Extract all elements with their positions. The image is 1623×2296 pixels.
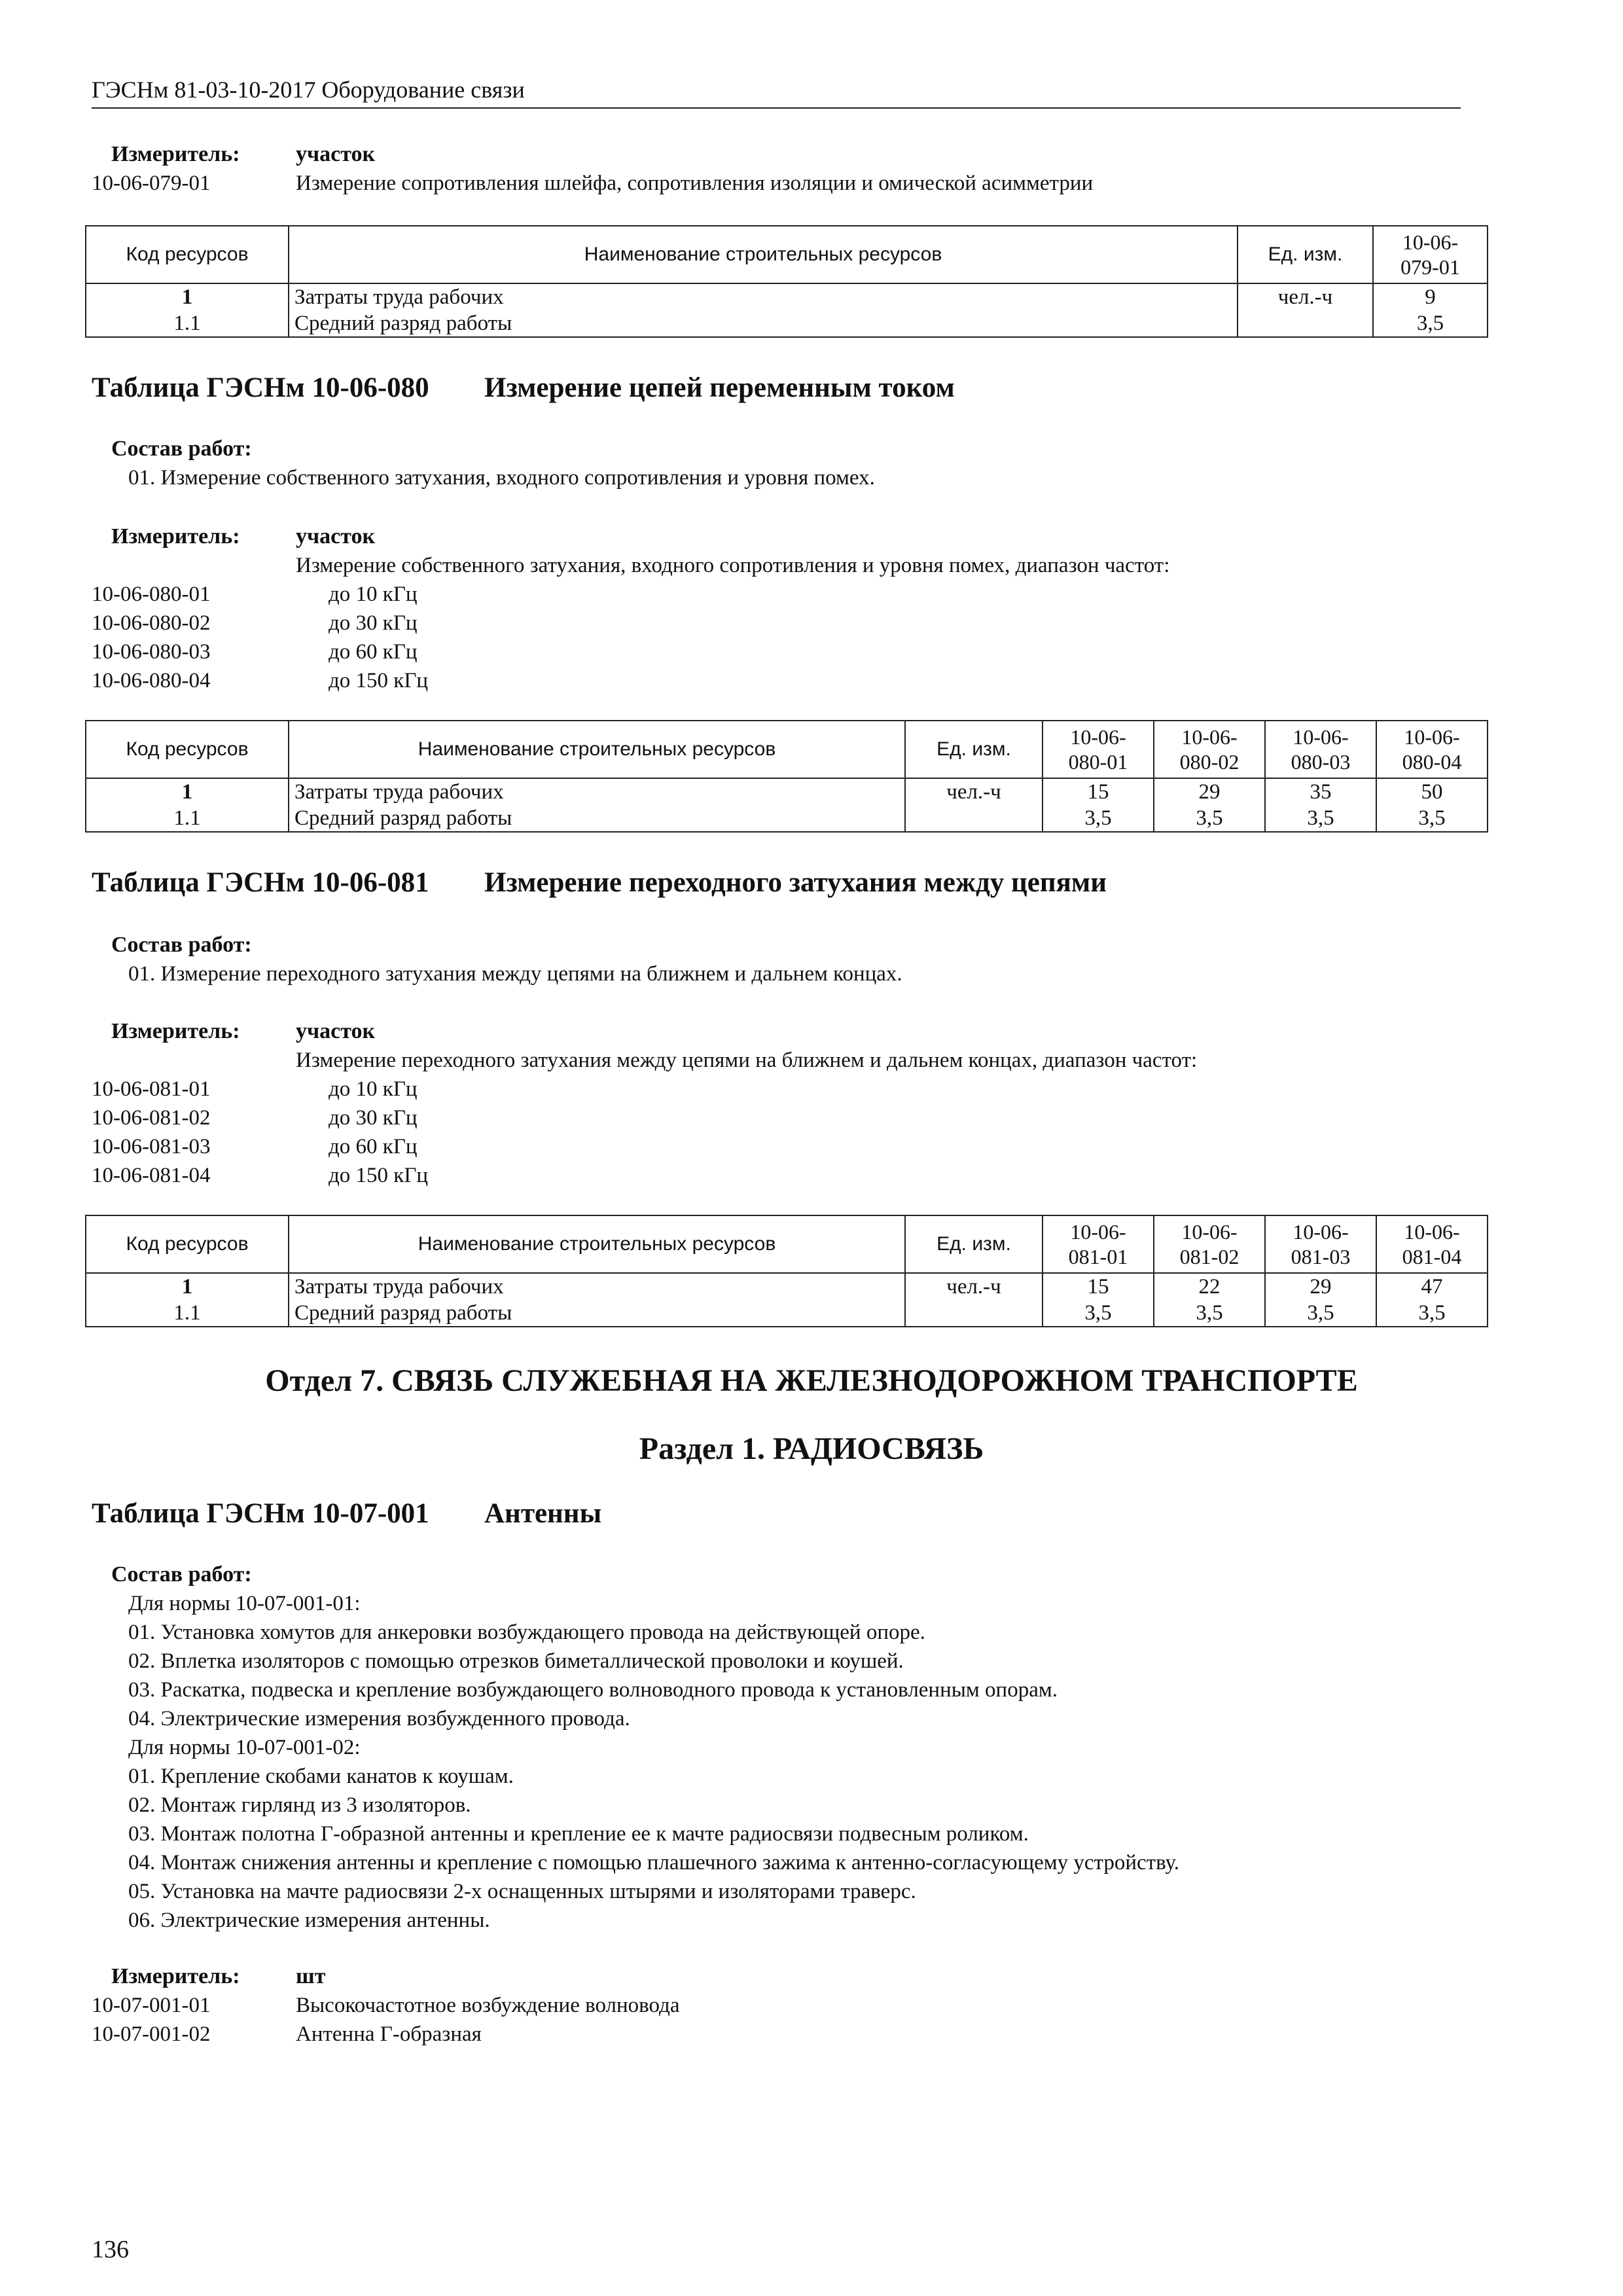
table-title-080: [92, 372, 955, 404]
meter-description: Измерение собственного затухания, входного сопротивления и уровня помех, диапазон частот:: [296, 554, 1170, 577]
col-header-norm: 10-06- 080-04: [1376, 721, 1488, 778]
norm-text: до 10 кГц: [329, 583, 418, 606]
table-row: [86, 283, 1488, 310]
row-value: 35: [1265, 778, 1376, 805]
col-header-norm: 10-06- 081-04: [1376, 1215, 1488, 1273]
norm-code: 10-06-080-04: [92, 669, 211, 692]
row-name: Средний разряд работы: [289, 310, 1238, 337]
row-code: 1.1: [86, 310, 289, 337]
composition-item: 01. Крепление скобами канатов к коушам.: [128, 1765, 514, 1788]
resource-table-079: [85, 225, 1488, 338]
norm-text: Антенна Г-образная: [296, 2022, 482, 2046]
col-header-code: Код ресурсов: [86, 226, 289, 283]
department-title: Отдел 7. СВЯЗЬ СЛУЖЕБНАЯ НА ЖЕЛЕЗНОДОРОЖНОМ ТРАНСПОРТЕ: [265, 1363, 1358, 1398]
table-title-text: Измерение цепей переменным током: [484, 372, 955, 403]
col-header-unit: Ед. изм.: [905, 1215, 1043, 1273]
row-code: 1: [86, 778, 289, 805]
row-name: Затраты труда рабочих: [289, 283, 1238, 310]
composition-item: 02. Монтаж гирлянд из 3 изоляторов.: [128, 1793, 471, 1817]
composition-label: Состав работ:: [111, 933, 252, 957]
row-value: 3,5: [1043, 1300, 1154, 1327]
row-name: Затраты труда рабочих: [289, 1273, 905, 1300]
col-header-code: Код ресурсов: [86, 721, 289, 778]
norm-text: до 30 кГц: [329, 611, 418, 635]
composition-item: Для нормы 10-07-001-01:: [128, 1592, 361, 1615]
row-name: Средний разряд работы: [289, 1300, 905, 1327]
meter-unit: участок: [296, 1019, 376, 1043]
row-unit: чел.-ч: [905, 778, 1043, 805]
col-header-norm: 10-06- 081-03: [1265, 1215, 1376, 1273]
norm-code: 10-06-080-02: [92, 611, 211, 635]
norm-code: 10-06-081-01: [92, 1077, 211, 1101]
composition-item: 03. Раскатка, подвеска и крепление возбуждающего волноводного провода к установленным опорам.: [128, 1678, 1058, 1702]
norm-text: до 150 кГц: [329, 1164, 429, 1187]
row-value: 29: [1265, 1273, 1376, 1300]
table-row: [86, 1300, 1488, 1327]
running-header: ГЭСНм 81-03-10-2017 Оборудование связи: [92, 73, 1461, 109]
row-value: 47: [1376, 1273, 1488, 1300]
norm-text: до 150 кГц: [329, 669, 429, 692]
row-unit: чел.-ч: [1238, 283, 1373, 310]
meter-label: Измеритель:: [111, 142, 240, 166]
composition-item: 05. Установка на мачте радиосвязи 2-х оснащенных штырями и изоляторами траверс.: [128, 1880, 916, 1903]
norm-code: 10-07-001-01: [92, 1994, 211, 2017]
row-unit: [905, 1300, 1043, 1327]
row-name: Затраты труда рабочих: [289, 778, 905, 805]
row-value: 3,5: [1376, 1300, 1488, 1327]
row-code: 1: [86, 283, 289, 310]
table-title-text: Антенны: [484, 1498, 602, 1529]
col-header-norm: 10-06- 080-01: [1043, 721, 1154, 778]
meter-unit: участок: [296, 142, 376, 166]
row-value: 15: [1043, 778, 1154, 805]
row-value: 22: [1154, 1273, 1265, 1300]
col-header-norm: 10-06- 080-03: [1265, 721, 1376, 778]
composition-item: 02. Вплетка изоляторов с помощью отрезков биметаллической проволоки и коушей.: [128, 1649, 904, 1673]
col-header-norm: 10-06- 081-02: [1154, 1215, 1265, 1273]
row-value: 3,5: [1043, 805, 1154, 832]
table-row: [86, 778, 1488, 805]
composition-label: Состав работ:: [111, 437, 252, 461]
norm-code: 10-06-080-01: [92, 583, 211, 606]
composition-item: 06. Электрические измерения антенны.: [128, 1909, 490, 1932]
table-title-number: Таблица ГЭСНм 10-06-081: [92, 867, 429, 898]
col-header-code: Код ресурсов: [86, 1215, 289, 1273]
section-title: Раздел 1. РАДИОСВЯЗЬ: [639, 1431, 984, 1466]
row-value: 3,5: [1154, 805, 1265, 832]
norm-code: 10-07-001-02: [92, 2022, 211, 2046]
row-name: Средний разряд работы: [289, 805, 905, 832]
row-unit: [1238, 310, 1373, 337]
composition-item: 04. Электрические измерения возбужденного провода.: [128, 1707, 630, 1731]
norm-text: до 30 кГц: [329, 1106, 418, 1130]
row-value: 3,5: [1376, 805, 1488, 832]
row-value: 29: [1154, 778, 1265, 805]
meter-label: Измеритель:: [111, 1964, 240, 1988]
norm-code: 10-06-080-03: [92, 640, 211, 664]
norm-text: Высокочастотное возбуждение волновода: [296, 1994, 680, 2017]
meter-label: Измеритель:: [111, 1019, 240, 1043]
composition-item: Для нормы 10-07-001-02:: [128, 1736, 361, 1759]
meter-description: Измерение переходного затухания между цепями на ближнем и дальнем концах, диапазон частот:: [296, 1049, 1198, 1072]
composition-item: 03. Монтаж полотна Г-образной антенны и крепление ее к мачте радиосвязи подвесным роликом.: [128, 1822, 1029, 1846]
page-number: 136: [92, 2236, 129, 2263]
row-value: 3,5: [1265, 1300, 1376, 1327]
row-value: 3,5: [1373, 310, 1488, 337]
meter-unit: шт: [296, 1964, 326, 1988]
table-row: [86, 805, 1488, 832]
col-header-name: Наименование строительных ресурсов: [289, 1215, 905, 1273]
row-unit: чел.-ч: [905, 1273, 1043, 1300]
table-row: [86, 310, 1488, 337]
norm-text: до 60 кГц: [329, 640, 418, 664]
col-header-unit: Ед. изм.: [905, 721, 1043, 778]
table-title-number: Таблица ГЭСНм 10-06-080: [92, 372, 429, 403]
table-row: [86, 1273, 1488, 1300]
row-value: 3,5: [1154, 1300, 1265, 1327]
norm-text: до 10 кГц: [329, 1077, 418, 1101]
norm-text: до 60 кГц: [329, 1135, 418, 1158]
meter-unit: участок: [296, 524, 376, 548]
norm-text: Измерение сопротивления шлейфа, сопротивления изоляции и омической асимметрии: [296, 171, 1094, 195]
composition-item: 01. Установка хомутов для анкеровки возбуждающего провода на действующей опоре.: [128, 1621, 925, 1644]
norm-code: 10-06-081-02: [92, 1106, 211, 1130]
table-title-number: Таблица ГЭСНм 10-07-001: [92, 1498, 429, 1529]
resource-table-081: [85, 1215, 1488, 1327]
col-header-name: Наименование строительных ресурсов: [289, 226, 1238, 283]
composition-item: 04. Монтаж снижения антенны и крепление с помощью плашечного зажима к антенно-согласующему устройству.: [128, 1851, 1179, 1874]
col-header-norm: 10-06- 080-02: [1154, 721, 1265, 778]
resource-table-080: [85, 720, 1488, 833]
col-header-unit: Ед. изм.: [1238, 226, 1373, 283]
row-code: 1: [86, 1273, 289, 1300]
table-title-07-001: [92, 1498, 601, 1530]
row-value: 15: [1043, 1273, 1154, 1300]
col-header-norm: 10-06- 079-01: [1373, 226, 1488, 283]
composition-item: 01. Измерение переходного затухания между цепями на ближнем и дальнем концах.: [128, 962, 902, 986]
row-code: 1.1: [86, 805, 289, 832]
composition-label: Состав работ:: [111, 1562, 252, 1587]
composition-item: 01. Измерение собственного затухания, входного сопротивления и уровня помех.: [128, 466, 875, 490]
row-code: 1.1: [86, 1300, 289, 1327]
meter-label: Измеритель:: [111, 524, 240, 548]
row-value: 3,5: [1265, 805, 1376, 832]
col-header-name: Наименование строительных ресурсов: [289, 721, 905, 778]
col-header-norm: 10-06- 081-01: [1043, 1215, 1154, 1273]
row-unit: [905, 805, 1043, 832]
norm-code: 10-06-081-04: [92, 1164, 211, 1187]
table-title-081: [92, 867, 1107, 899]
norm-code: 10-06-079-01: [92, 171, 211, 195]
table-title-text: Измерение переходного затухания между цепями: [484, 867, 1107, 898]
row-value: 50: [1376, 778, 1488, 805]
norm-code: 10-06-081-03: [92, 1135, 211, 1158]
row-value: 9: [1373, 283, 1488, 310]
